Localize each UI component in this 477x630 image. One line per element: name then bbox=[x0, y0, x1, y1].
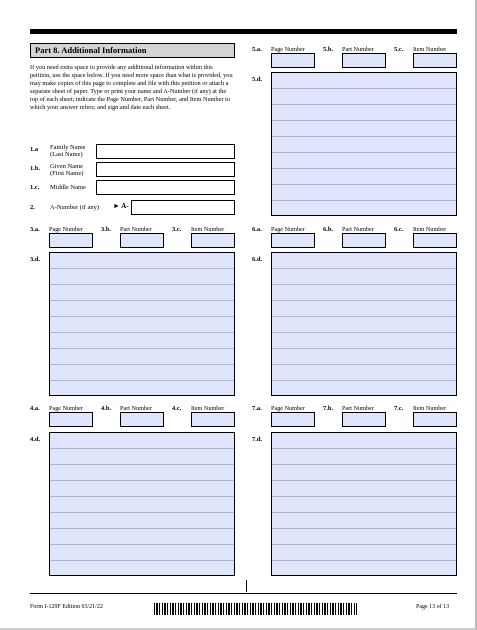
given-name-sublabel: (First Name) bbox=[50, 170, 84, 177]
form-edition: Form I-129F Edition 03/21/22 bbox=[30, 604, 103, 610]
page-number-label: Page Number bbox=[271, 46, 305, 53]
field-number: 7.c. bbox=[394, 405, 404, 412]
page-number-input[interactable] bbox=[271, 233, 315, 248]
part-number-input[interactable] bbox=[342, 412, 386, 427]
a-number-input[interactable] bbox=[131, 200, 235, 215]
part-number-label: Part Number bbox=[342, 46, 374, 53]
page-count: Page 13 of 13 bbox=[416, 604, 450, 610]
field-number: 3.a. bbox=[30, 226, 40, 233]
footer-rule bbox=[30, 593, 457, 594]
page-number-label: Page Number bbox=[271, 405, 305, 412]
barcode bbox=[154, 603, 357, 615]
field-number: 3.c. bbox=[172, 226, 182, 233]
field-number: 4.b. bbox=[101, 405, 112, 412]
page-number-label: Page Number bbox=[49, 405, 83, 412]
field-number: 7.b. bbox=[323, 405, 334, 412]
field-number: 3.d. bbox=[30, 256, 41, 263]
family-name-label: Family Name bbox=[50, 144, 86, 151]
part-number-label: Part Number bbox=[120, 226, 152, 233]
a-number-label: A-Number (if any) bbox=[50, 204, 100, 211]
family-name-input[interactable] bbox=[96, 144, 235, 159]
field-number: 2. bbox=[30, 204, 35, 211]
field-number: 5.b. bbox=[323, 46, 334, 53]
item-number-label: Item Number bbox=[413, 226, 447, 233]
field-number: 7.a. bbox=[252, 405, 262, 412]
field-number: 3.b. bbox=[101, 226, 112, 233]
field-number: 4.d. bbox=[30, 436, 41, 443]
field-number: 5.c. bbox=[394, 46, 404, 53]
field-number: 6.c. bbox=[394, 226, 404, 233]
item-number-label: Item Number bbox=[191, 405, 225, 412]
item-number-label: Item Number bbox=[191, 226, 225, 233]
field-number: 4.a. bbox=[30, 405, 40, 412]
item-number-input[interactable] bbox=[191, 233, 235, 248]
item-number-input[interactable] bbox=[191, 412, 235, 427]
additional-info-textarea[interactable] bbox=[271, 432, 457, 576]
part-number-label: Part Number bbox=[342, 405, 374, 412]
a-number-prefix: ► A- bbox=[113, 202, 129, 210]
item-number-label: Item Number bbox=[413, 405, 447, 412]
field-number: 6.b. bbox=[323, 226, 334, 233]
item-number-input[interactable] bbox=[413, 53, 457, 68]
additional-info-textarea[interactable] bbox=[271, 252, 457, 396]
page-number-label: Page Number bbox=[49, 226, 83, 233]
field-number: 4.c. bbox=[172, 405, 182, 412]
top-rule bbox=[30, 29, 457, 34]
given-name-input[interactable] bbox=[96, 162, 235, 177]
column-divider bbox=[246, 580, 247, 592]
part-number-input[interactable] bbox=[342, 233, 386, 248]
middle-name-input[interactable] bbox=[96, 180, 235, 195]
part-number-label: Part Number bbox=[342, 226, 374, 233]
additional-info-textarea[interactable] bbox=[49, 432, 235, 576]
field-number: 1.b. bbox=[30, 165, 41, 172]
additional-info-textarea[interactable] bbox=[271, 72, 457, 216]
part-number-input[interactable] bbox=[342, 53, 386, 68]
family-name-sublabel: (Last Name) bbox=[50, 151, 83, 158]
item-number-label: Item Number bbox=[413, 46, 447, 53]
field-number: 5.d. bbox=[252, 76, 263, 83]
field-number: 1.c. bbox=[30, 184, 40, 191]
additional-info-textarea[interactable] bbox=[49, 252, 235, 396]
field-number: 6.a. bbox=[252, 226, 262, 233]
field-number: 1.a bbox=[30, 146, 39, 153]
page-number-label: Page Number bbox=[271, 226, 305, 233]
field-number: 7.d. bbox=[252, 436, 263, 443]
part-number-label: Part Number bbox=[120, 405, 152, 412]
page-number-input[interactable] bbox=[49, 412, 93, 427]
instructions-text: If you need extra space to provide any additional information within this petition, use the space below. If you need more space than what is provided, you may make copies of this page to complete and file with this petition or attach a separate sheet of paper. Type or print your name and A-Number (if any) at the top of each sheet; indicate the Page Number, Part Number, and Item Number to which your answer refers; and sign and date each sheet. bbox=[30, 64, 233, 111]
field-number: 5.a. bbox=[252, 46, 262, 53]
item-number-input[interactable] bbox=[413, 233, 457, 248]
part-header: Part 8. Additional Information bbox=[30, 43, 235, 58]
page-number-input[interactable] bbox=[271, 53, 315, 68]
item-number-input[interactable] bbox=[413, 412, 457, 427]
given-name-label: Given Name bbox=[50, 163, 84, 170]
page-number-input[interactable] bbox=[49, 233, 93, 248]
part-number-input[interactable] bbox=[120, 233, 164, 248]
middle-name-label: Middle Name bbox=[50, 184, 86, 191]
part-number-input[interactable] bbox=[120, 412, 164, 427]
page-number-input[interactable] bbox=[271, 412, 315, 427]
field-number: 6.d. bbox=[252, 256, 263, 263]
